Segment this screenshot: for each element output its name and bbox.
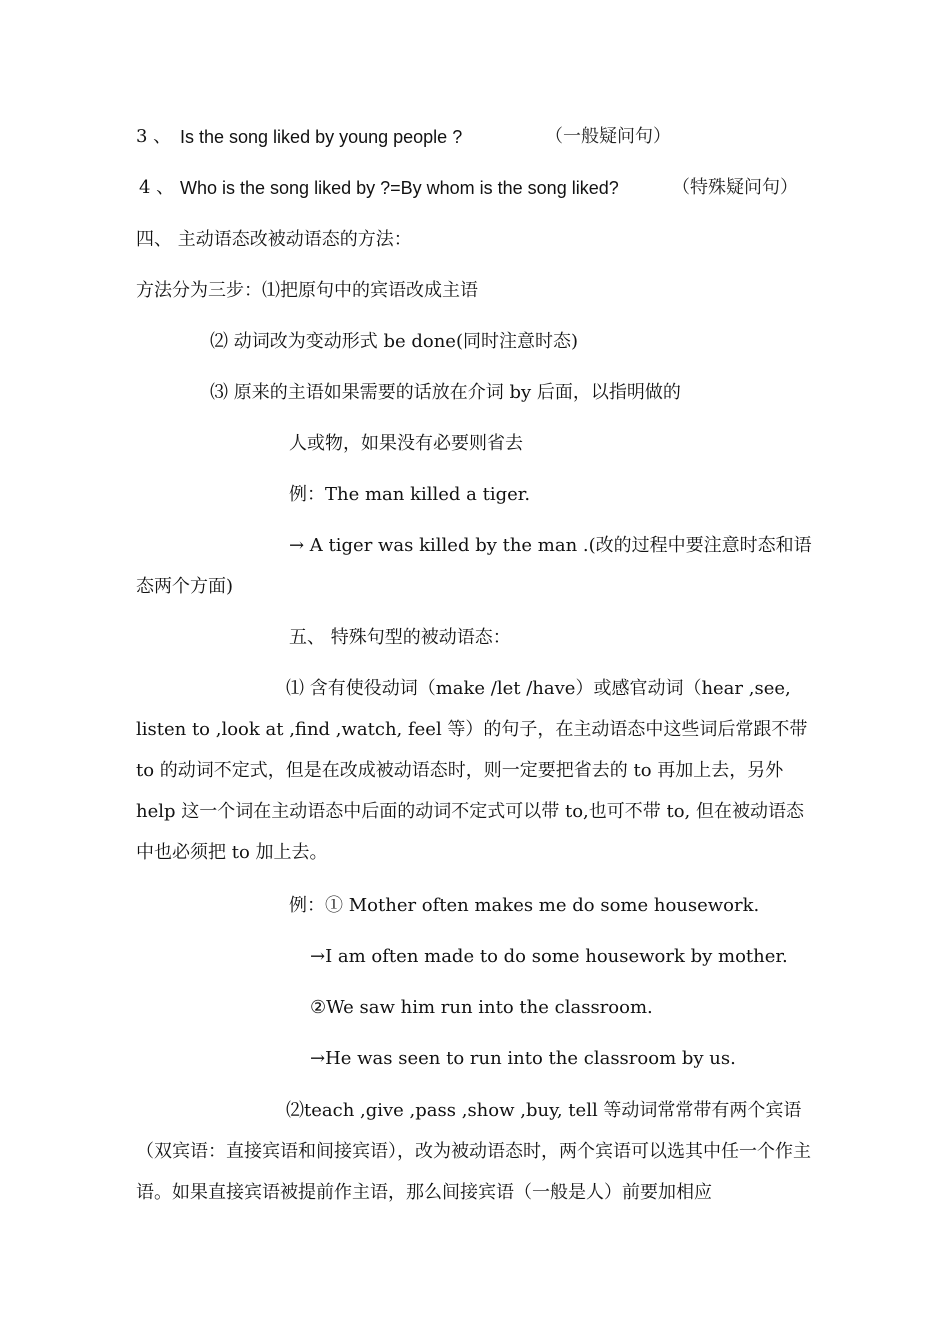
question-4-note: （特殊疑问句） [672, 177, 798, 198]
rule-2-paragraph: ⑵teach ,give ,pass ,show ,buy, tell 等动词常常带有两个宾语（双宾语：直接宾语和间接宾语），改为被动语态时，两个宾语可以选其中任一个作主语。如果直接宾语被提前作主语，那么间接宾语（一般是人）前要加相应 [136, 1100, 811, 1203]
question-4-text: Who is the song liked by ?=By whom is the song liked? [180, 178, 619, 198]
example-1-passive: →I am often made to do some housework by mother. [310, 946, 788, 967]
method-intro: 方法分为三步：⑴把原句中的宾语改成主语 [136, 280, 478, 301]
example-sentence: 例：The man killed a tiger. [289, 484, 531, 505]
question-3-number: 3 、 [136, 126, 172, 147]
method-step-3-continued: 人或物，如果没有必要则省去 [289, 433, 523, 454]
example-result: → A tiger was killed by the man .(改的过程中要注意时态和语 [289, 535, 812, 556]
section-5-heading: 五、 特殊句型的被动语态： [289, 627, 511, 648]
example-result-continued: 态两个方面) [136, 576, 234, 597]
example-2-active: ②We saw him run into the classroom. [310, 997, 653, 1018]
question-4-number: 4 、 [139, 177, 175, 198]
method-step-3: ⑶ 原来的主语如果需要的话放在介词 by 后面，以指明做的 [210, 382, 681, 403]
example-1-active: 例：① Mother often makes me do some housework. [289, 895, 760, 916]
method-step-2: ⑵ 动词改为变动形式 be done(同时注意时态) [210, 331, 578, 352]
question-3-text: Is the song liked by young people ? [180, 127, 463, 147]
section-4-heading: 四、 主动语态改被动语态的方法： [136, 229, 412, 250]
rule-1-paragraph: ⑴ 含有使役动词（make /let /have）或感官动词（hear ,see, listen to ,look at ,find ,watch, feel 等）的句子，在主动语态中这些词后常跟不带 to 的动词不定式，但是在改成被动语态时，则一定要把省去的 to 再加上去，另外 help 这一个词在主动语态中后面的动词不定式可以带 to,也可不带 to, 但在被动语态中也必须把 to 加上去。 [136, 678, 808, 863]
question-3-note: （一般疑问句） [545, 126, 671, 147]
example-2-passive: →He was seen to run into the classroom by us. [310, 1048, 736, 1069]
